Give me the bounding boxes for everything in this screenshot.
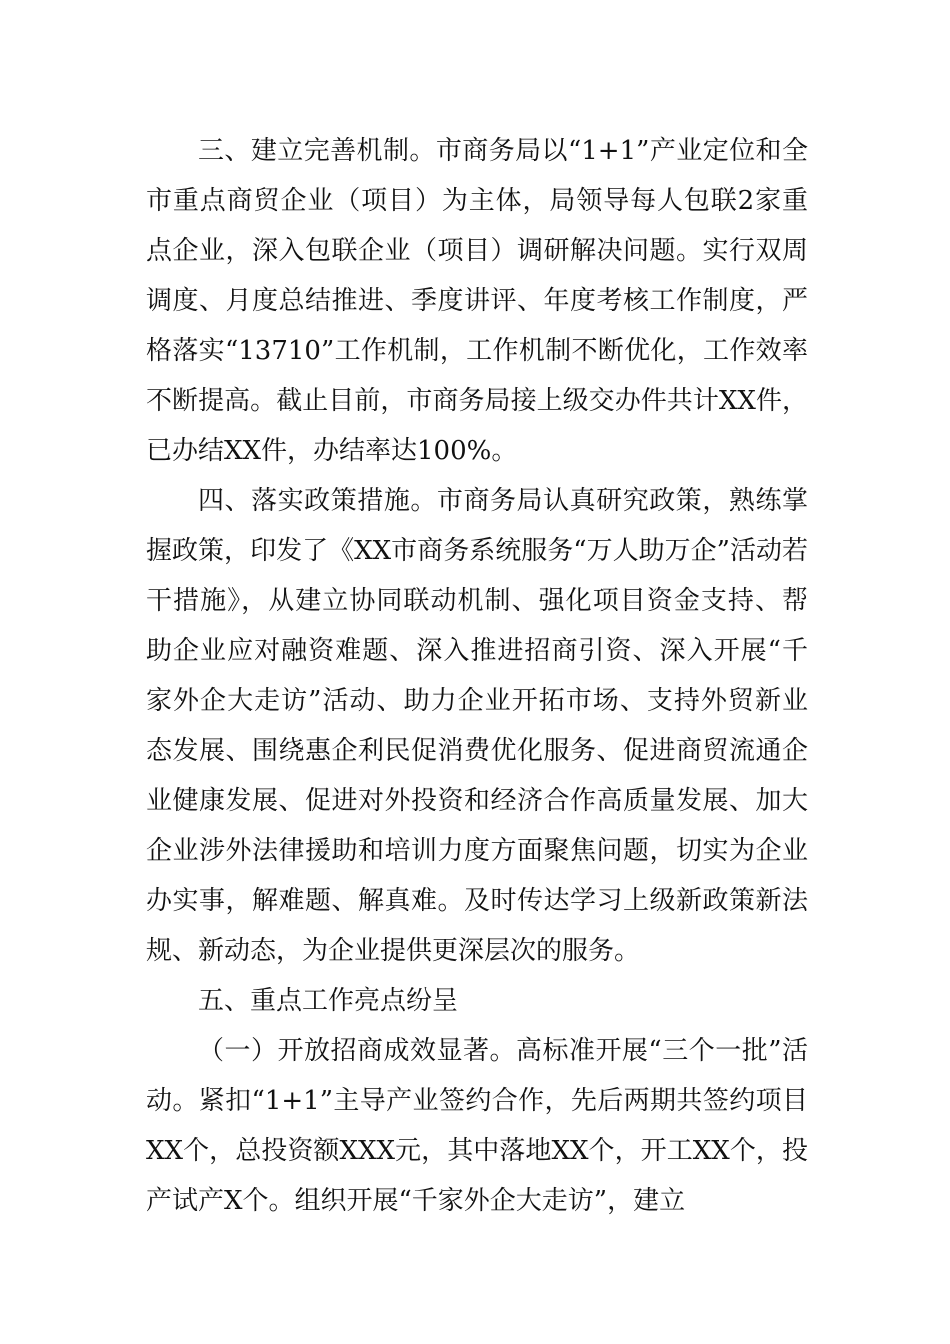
paragraph-mechanism: 三、建立完善机制。市商务局以“1+1”产业定位和全市重点商贸企业（项目）为主体，局领导每人包联2家重点企业，深入包联企业（项目）调研解决问题。实行双周调度、月度总结推进、季度讲评、年度考核工作制度，严格落实“13710”工作机制，工作机制不断优化，工作效率不断提高。截止目前，市商务局接上级交办件共计XX件，已办结XX件，办结率达100%。 <box>146 136 808 466</box>
paragraph-highlights-heading: 五、重点工作亮点纷呈 <box>198 986 459 1016</box>
paragraph-investment: （一）开放招商成效显著。高标准开展“三个一批”活动。紧扣“1+1”主导产业签约合作，先后两期共签约项目XX个，总投资额XXX元，其中落地XX个，开工XX个，投产试产X个。组织开展“千家外企大走访”，建立 <box>146 1036 808 1216</box>
document-body <box>146 126 808 1226</box>
paragraph-policy: 四、落实政策措施。市商务局认真研究政策，熟练掌握政策，印发了《XX市商务系统服务“万人助万企”活动若干措施》，从建立协同联动机制、强化项目资金支持、帮助企业应对融资难题、深入推进招商引资、深入开展“千家外企大走访”活动、助力企业开拓市场、支持外贸新业态发展、围绕惠企利民促消费优化服务、促进商贸流通企业健康发展、促进对外投资和经济合作高质量发展、加大企业涉外法律援助和培训力度方面聚焦问题，切实为企业办实事，解难题、解真难。及时传达学习上级新政策新法规、新动态，为企业提供更深层次的服务。 <box>146 486 808 966</box>
